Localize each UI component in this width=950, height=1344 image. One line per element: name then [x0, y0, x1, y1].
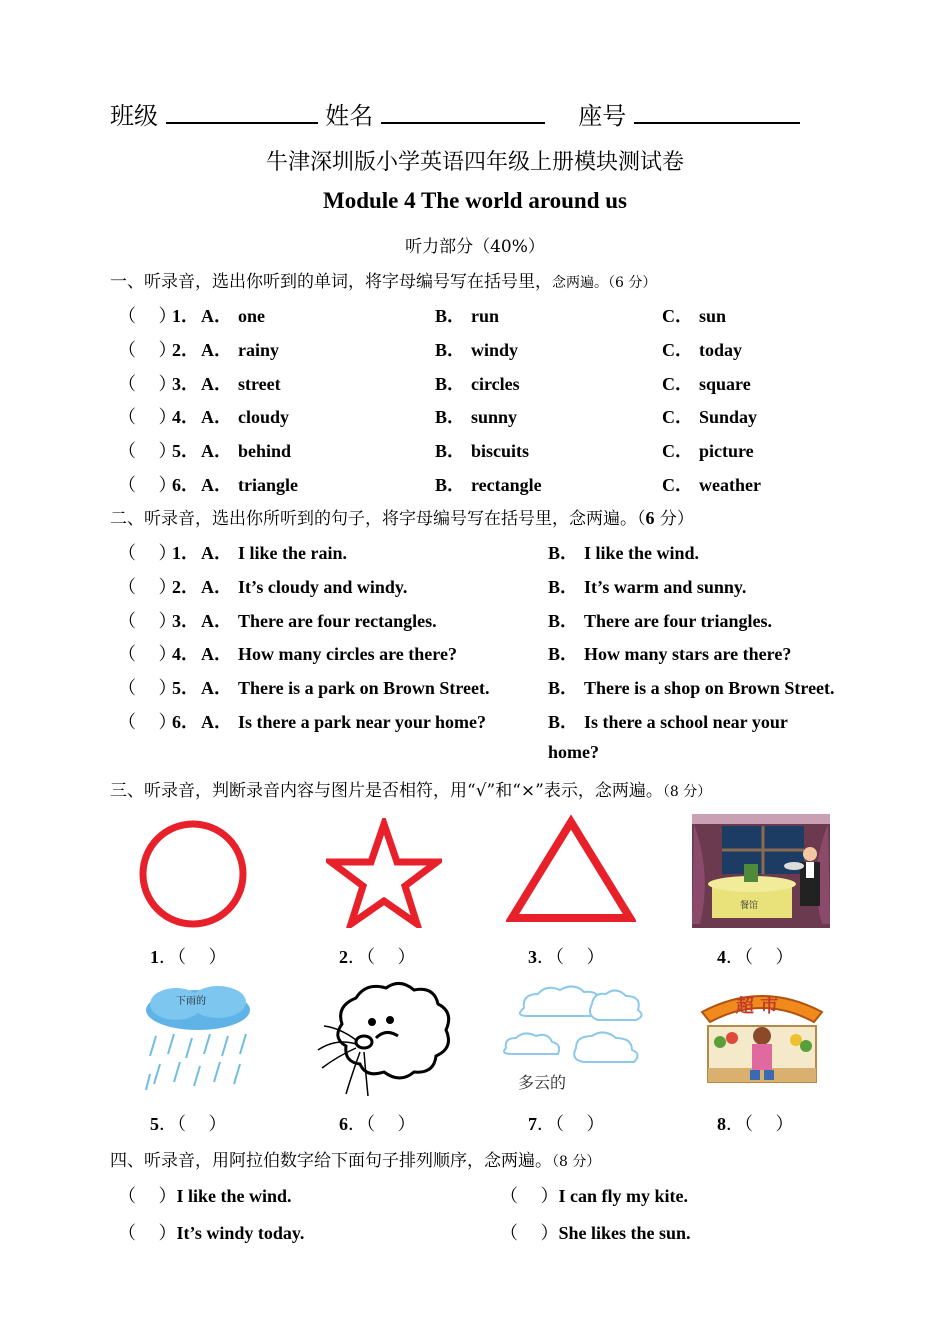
- seat-label: 座号: [578, 102, 627, 130]
- option-c[interactable]: C． square: [662, 374, 751, 394]
- question-number: 4．: [172, 644, 199, 664]
- option-a[interactable]: A． There is a park on Brown Street.: [201, 678, 490, 698]
- cloudy-icon: [500, 982, 646, 1096]
- answer-paren[interactable]: （ ）: [118, 577, 177, 597]
- class-label: 班级: [110, 102, 158, 130]
- option-b[interactable]: B． run: [435, 306, 500, 326]
- answer-paren[interactable]: （ ）: [118, 678, 177, 698]
- class-field[interactable]: [166, 100, 318, 124]
- option-a[interactable]: A． How many circles are there?: [201, 644, 457, 664]
- section-2-title: 二、听录音，选出你所听到的句子，将字母编号写在括号里，念两遍。（6 分）: [110, 508, 694, 529]
- option-b[interactable]: B． windy: [435, 340, 519, 360]
- option-b[interactable]: B． Is there a school near your: [548, 712, 788, 732]
- name-field[interactable]: [381, 100, 545, 124]
- option-c[interactable]: C． Sunday: [662, 407, 758, 427]
- picture-7-caption[interactable]: 7．（ ）: [528, 1114, 605, 1134]
- question-number: 5．: [172, 441, 199, 461]
- page-title-cn: 牛津深圳版小学英语四年级上册模块测试卷: [265, 150, 684, 175]
- picture-1-caption[interactable]: 1．（ ）: [150, 947, 227, 967]
- section-4-title: 四、听录音，用阿拉伯数字给下面句子排列顺序，念两遍。（8 分）: [110, 1151, 601, 1171]
- order-item[interactable]: （ ）It’s windy today.: [118, 1223, 305, 1243]
- option-a[interactable]: A． There are four rectangles.: [201, 611, 437, 631]
- option-b[interactable]: B． sunny: [435, 407, 518, 427]
- svg-text:餐馆: 餐馆: [740, 901, 759, 911]
- svg-text:超 市: 超 市: [736, 996, 779, 1017]
- circle-icon: [137, 818, 249, 930]
- order-item[interactable]: （ ）I can fly my kite.: [500, 1186, 688, 1206]
- option-c[interactable]: C． today: [662, 340, 743, 360]
- windy-icon: [316, 978, 456, 1100]
- option-b[interactable]: B． It’s warm and sunny.: [548, 577, 747, 597]
- answer-paren[interactable]: （ ）: [118, 644, 177, 664]
- restaurant-icon: [692, 814, 830, 928]
- option-a[interactable]: A． Is there a park near your home?: [201, 712, 487, 732]
- picture-8-caption[interactable]: 8．（ ）: [717, 1114, 794, 1134]
- answer-paren[interactable]: （ ）: [118, 374, 177, 394]
- listening-label: 听力部分（40%）: [405, 237, 545, 257]
- answer-paren[interactable]: （ ）: [118, 475, 177, 495]
- option-b[interactable]: B． I like the wind.: [548, 543, 700, 563]
- option-b[interactable]: B． circles: [435, 374, 520, 394]
- option-b[interactable]: B． There is a shop on Brown Street.: [548, 678, 835, 698]
- option-c[interactable]: C． weather: [662, 475, 761, 495]
- option-a[interactable]: A． I like the rain.: [201, 543, 348, 563]
- order-item[interactable]: （ ）She likes the sun.: [500, 1223, 691, 1243]
- page-title-en: Module 4 The world around us: [323, 188, 627, 213]
- option-b[interactable]: B． biscuits: [435, 441, 530, 461]
- question-number: 1．: [172, 306, 199, 326]
- question-number: 6．: [172, 712, 199, 732]
- option-a[interactable]: A． triangle: [201, 475, 298, 495]
- question-number: 2．: [172, 340, 199, 360]
- answer-paren[interactable]: （ ）: [118, 712, 177, 732]
- picture-4-caption[interactable]: 4．（ ）: [717, 947, 794, 967]
- option-b[interactable]: B． There are four triangles.: [548, 611, 772, 631]
- answer-paren[interactable]: （ ）: [118, 340, 177, 360]
- answer-paren[interactable]: （ ）: [118, 611, 177, 631]
- option-a[interactable]: A． It’s cloudy and windy.: [201, 577, 408, 597]
- option-c[interactable]: C． sun: [662, 306, 727, 326]
- answer-paren[interactable]: （ ）: [118, 306, 177, 326]
- question-number: 3．: [172, 374, 199, 394]
- answer-paren[interactable]: （ ）: [118, 543, 177, 563]
- option-a[interactable]: A． one: [201, 306, 265, 326]
- svg-text:下雨的: 下雨的: [176, 996, 206, 1007]
- picture-3-caption[interactable]: 3．（ ）: [528, 947, 605, 967]
- question-number: 6．: [172, 475, 199, 495]
- picture-6-caption[interactable]: 6．（ ）: [339, 1114, 416, 1134]
- option-c[interactable]: C． picture: [662, 441, 754, 461]
- answer-paren[interactable]: （ ）: [118, 441, 177, 461]
- star-icon: [326, 818, 442, 928]
- question-number: 3．: [172, 611, 199, 631]
- option-b[interactable]: B． How many stars are there?: [548, 644, 792, 664]
- name-label: 姓名: [325, 102, 374, 130]
- section-3-title: 三、听录音，判断录音内容与图片是否相符，用“√”和“×”表示，念两遍。（8 分）: [110, 781, 712, 801]
- seat-field[interactable]: [634, 100, 800, 124]
- option-b[interactable]: B． rectangle: [435, 475, 542, 495]
- option-a[interactable]: A． behind: [201, 441, 292, 461]
- option-a[interactable]: A． cloudy: [201, 407, 290, 427]
- order-item[interactable]: （ ）I like the wind.: [118, 1186, 292, 1206]
- picture-2-caption[interactable]: 2．（ ）: [339, 947, 416, 967]
- option-a[interactable]: A． rainy: [201, 340, 280, 360]
- question-number: 4．: [172, 407, 199, 427]
- triangle-icon: [506, 814, 636, 926]
- option-b-continued: home?: [548, 742, 599, 762]
- student-info-header: [110, 96, 800, 131]
- question-number: 2．: [172, 577, 199, 597]
- supermarket-icon: [694, 984, 830, 1090]
- answer-paren[interactable]: （ ）: [118, 407, 177, 427]
- rainy-icon: [136, 984, 258, 1096]
- picture-5-caption[interactable]: 5．（ ）: [150, 1114, 227, 1134]
- question-number: 5．: [172, 678, 199, 698]
- section-1-title: 一、听录音，选出你听到的单词，将字母编号写在括号里，念两遍。（6 分）: [110, 272, 657, 292]
- svg-text:多云的: 多云的: [518, 1073, 567, 1092]
- question-number: 1．: [172, 543, 199, 563]
- option-a[interactable]: A． street: [201, 374, 281, 394]
